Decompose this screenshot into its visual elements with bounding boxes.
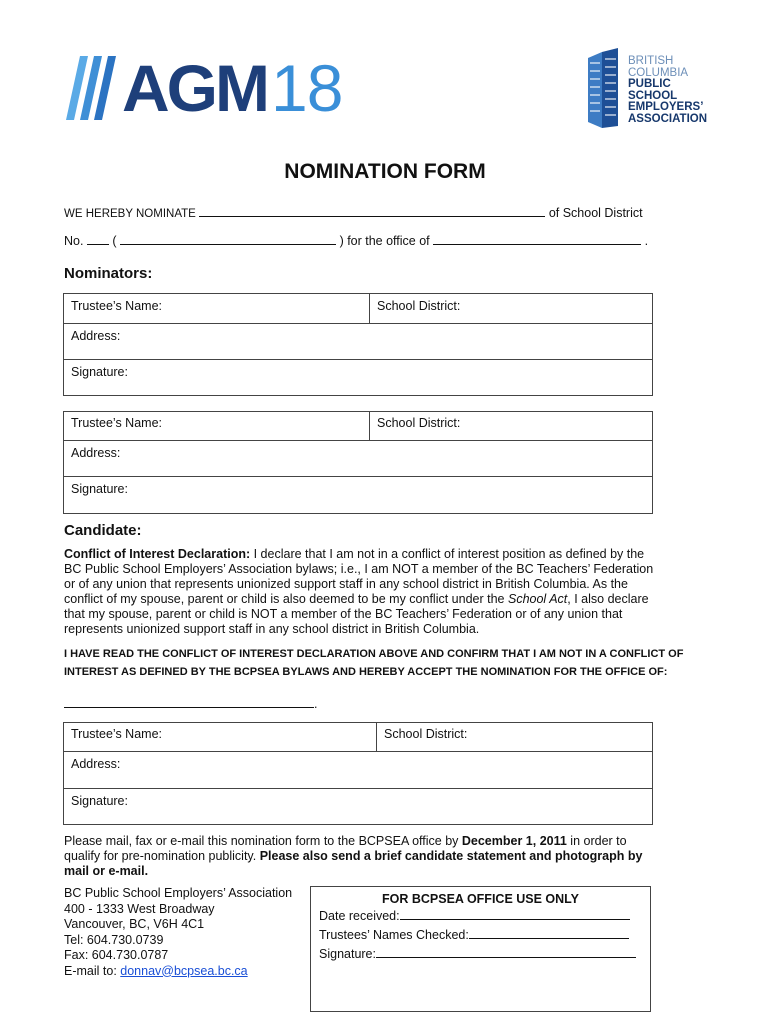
bcpsea-wordmark xyxy=(628,56,707,125)
page-title: NOMINATION FORM xyxy=(284,160,486,183)
trustee-name-label: Trustee’s Name: xyxy=(71,299,163,313)
candidate-heading: Candidate: xyxy=(64,522,142,539)
org-line: EMPLOYERS’ xyxy=(628,101,704,113)
address-field[interactable] xyxy=(64,324,653,360)
for-office-label: ) for the office of xyxy=(339,234,430,248)
mail-text-1: Please mail, fax or e-mail this nomination form to the BCPSEA office by xyxy=(64,834,462,848)
no-label: No. xyxy=(64,234,84,248)
of-district-label: of School District xyxy=(548,206,643,220)
signature-label: Signature: xyxy=(71,794,128,808)
signature-label: Signature: xyxy=(71,482,128,496)
fax: Fax: 604.730.0787 xyxy=(64,948,169,962)
mail-text-2: in order to qualify for pre-nomination publicity. xyxy=(64,834,627,863)
signature-field[interactable] xyxy=(64,477,653,514)
agm-year: 18 xyxy=(270,51,343,125)
org-line: COLUMBIA xyxy=(628,66,689,79)
trustee-name-label: Trustee’s Name: xyxy=(71,416,163,430)
school-district-field[interactable] xyxy=(370,294,653,324)
district-number-field[interactable] xyxy=(87,232,109,245)
agm18-logo xyxy=(66,51,343,125)
open-paren: ( xyxy=(112,234,117,248)
conflict-text-1: I declare that I am not in a conflict of interest position as defined by the BC Public School Employers’ Association bylaws; i.e., I am NOT a member of the BC Teachers’ Federation or of any union that represents unionized support staff in any school district in British Columbia. As the conflict of my spouse, parent or child is also deemed to be my conflict under the xyxy=(64,547,654,606)
org-line: PUBLIC xyxy=(628,78,671,90)
school-district-label: School District: xyxy=(384,727,468,741)
accepted-office-line xyxy=(64,695,317,711)
nominator-box-1 xyxy=(63,293,653,396)
conflict-text-2: , I also declare that my spouse, parent or child is NOT a member of the BC Teachers’ Federation or of any union that represents unionized support staff in any school district in British Columbia. xyxy=(64,592,649,636)
mail-instructions xyxy=(64,834,664,879)
trustee-name-field[interactable] xyxy=(64,294,370,324)
trustee-name-field[interactable] xyxy=(64,412,370,441)
email-label: E-mail to: xyxy=(64,963,117,978)
office-signature-field[interactable] xyxy=(376,945,636,958)
org-name: BC Public School Employers’ Association xyxy=(64,886,293,900)
period: . xyxy=(314,697,318,711)
nominators-heading: Nominators: xyxy=(64,265,153,282)
address-label: Address: xyxy=(71,446,121,460)
trustee-name-field[interactable] xyxy=(64,723,377,752)
slashes-icon xyxy=(66,56,122,120)
date-received-field[interactable] xyxy=(400,907,630,920)
office-field[interactable] xyxy=(433,232,641,245)
signature-field[interactable] xyxy=(64,789,653,825)
org-line: BRITISH xyxy=(628,55,674,67)
school-district-field[interactable] xyxy=(377,723,653,752)
nominate-line xyxy=(64,204,643,220)
nominee-name-field[interactable] xyxy=(199,204,545,217)
declaration-line-1: I HAVE READ THE CONFLICT OF INTEREST DECLARATION ABOVE AND CONFIRM THAT I AM NOT IN A CONFLICT OF xyxy=(64,648,684,660)
nominate-lead: WE HEREBY NOMINATE xyxy=(64,208,196,220)
district-name-field[interactable] xyxy=(120,232,336,245)
nominator-box-2 xyxy=(63,411,653,514)
email-link[interactable]: donnav@bcpsea.bc.ca xyxy=(120,963,248,978)
city: Vancouver, BC, V6H 4C1 xyxy=(64,917,205,931)
mail-bold-tail: Please also send a brief candidate statement and photograph by mail or e-mail. xyxy=(64,849,643,878)
school-district-field[interactable] xyxy=(370,412,653,441)
date-received-row xyxy=(319,907,630,923)
org-line: ASSOCIATION xyxy=(628,112,708,125)
candidate-box xyxy=(63,722,653,825)
district-office-line xyxy=(64,232,648,248)
agm-text: AGM xyxy=(122,51,267,125)
email-line xyxy=(64,964,292,980)
tel: Tel: 604.730.0739 xyxy=(64,932,164,947)
org-line: SCHOOL xyxy=(628,89,678,102)
declaration-line-2: INTEREST AS DEFINED BY THE BCPSEA BYLAWS AND HEREBY ACCEPT THE NOMINATION FOR THE OFFICE OF: xyxy=(64,666,668,678)
office-signature-row xyxy=(319,945,636,961)
address-field[interactable] xyxy=(64,441,653,477)
office-signature-label: Signature: xyxy=(319,947,376,961)
date-received-label: Date received: xyxy=(319,909,400,923)
conflict-lead: Conflict of Interest Declaration: xyxy=(64,547,251,561)
accepted-office-field[interactable] xyxy=(64,695,314,708)
names-checked-field[interactable] xyxy=(469,926,629,939)
street: 400 - 1333 West Broadway xyxy=(64,901,215,916)
school-district-label: School District: xyxy=(377,416,461,430)
address-field[interactable] xyxy=(64,752,653,789)
acceptance-declaration xyxy=(64,645,724,681)
address-label: Address: xyxy=(71,757,121,771)
deadline-date: December 1, 2011 xyxy=(461,834,567,848)
school-district-label: School District: xyxy=(377,299,461,313)
office-use-box xyxy=(310,886,651,1012)
signature-label: Signature: xyxy=(71,365,128,379)
contact-address xyxy=(64,886,292,979)
school-act: School Act xyxy=(507,592,568,606)
conflict-declaration xyxy=(64,547,660,637)
names-checked-label: Trustees’ Names Checked: xyxy=(319,928,469,942)
signature-field[interactable] xyxy=(64,360,653,396)
trustee-name-label: Trustee’s Name: xyxy=(71,727,163,741)
office-use-heading: FOR BCPSEA OFFICE USE ONLY xyxy=(381,892,579,906)
period: . xyxy=(644,234,649,248)
names-checked-row xyxy=(319,926,629,942)
address-label: Address: xyxy=(71,329,121,343)
